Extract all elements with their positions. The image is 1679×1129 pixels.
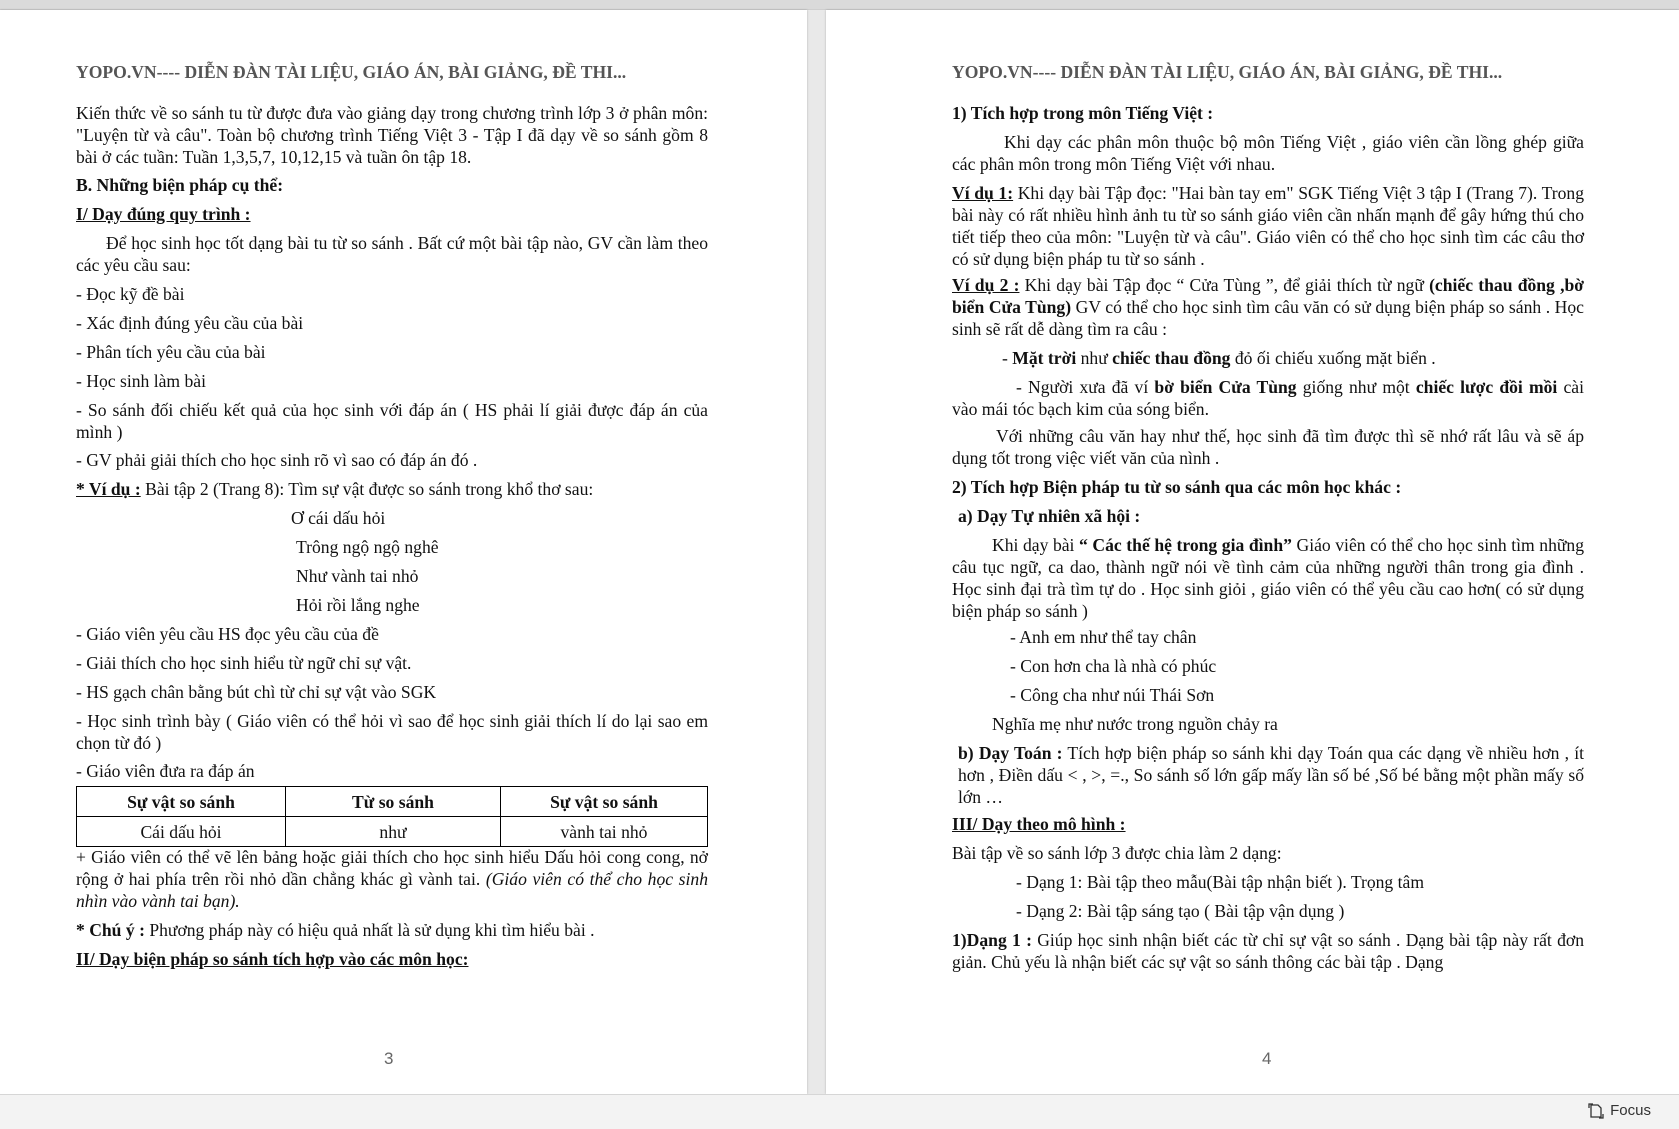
example-2-paragraph	[952, 274, 1584, 340]
type-item: - Dạng 1: Bài tập theo mẫu(Bài tập nhận biết ). Trọng tâm	[1016, 872, 1425, 892]
saying-item: - Anh em như thể tay chân	[1010, 627, 1197, 647]
saying-item: - Công cha như núi Thái Sơn	[1010, 685, 1215, 705]
poem-line: Trông ngộ ngộ nghê	[296, 537, 439, 557]
note-label: * Chú ý :	[76, 920, 145, 940]
paragraph-integration: Khi dạy các phân môn thuộc bộ môn Tiếng Việt , giáo viên cần lồng ghép giữa các phân môn trong môn Tiếng Việt với nhau.	[952, 132, 1584, 174]
poem-line: Ơ cái dấu hỏi	[291, 508, 386, 528]
page-number: 3	[384, 1049, 394, 1068]
example-1-label: Ví dụ 1:	[952, 183, 1014, 203]
poem-line: Như vành tai nhỏ	[296, 566, 419, 586]
heading-2a: a) Dạy Tự nhiên xã hội :	[958, 506, 1141, 526]
table-header-cell: Sự vật so sánh	[501, 787, 708, 817]
example-2-text: Khi dạy bài Tập đọc “ Cửa Tùng ”, để giải thích từ ngữ	[1019, 275, 1430, 295]
math-text: Tích hợp biện pháp so sánh khi dạy Toán qua các dạng về nhiều hơn , ít hơn , Điền dấu < , >, =., So sánh số lớn gấp mấy lần số bé ,Số bé bằng một phần mấy số lớn …	[958, 743, 1584, 807]
paragraph-requirements: Để học sinh học tốt dạng bài tu từ so sánh . Bất cứ một bài tập nào, GV cần làm theo các yêu cầu sau:	[76, 233, 708, 275]
heading-1: 1) Tích hợp trong môn Tiếng Việt :	[952, 103, 1214, 123]
page-3	[0, 10, 807, 1094]
saying-item: Nghĩa mẹ như nước trong nguồn chảy ra	[992, 714, 1278, 734]
instruction-item: - Giải thích cho học sinh hiểu từ ngữ chỉ sự vật.	[76, 653, 412, 673]
page-4	[826, 10, 1679, 1094]
focus-icon	[1588, 1103, 1604, 1119]
paragraph-text: Giáo viên có thể cho học sinh tìm những câu tục ngữ, ca dao, thành ngữ nói về tình cảm của những người thân trong gia đình . Học sinh đại trà tìm tự do . Học sinh giỏi , giáo viên có thể yêu cầu cao hơn( có sử dụng biện pháp so sánh )	[952, 535, 1585, 621]
step-item: - Học sinh làm bài	[76, 371, 206, 391]
type-item: - Dạng 2: Bài tập sáng tạo ( Bài tập vận dụng )	[1016, 901, 1345, 921]
table-header-cell: Sự vật so sánh	[77, 787, 286, 817]
example-label: * Ví dụ :	[76, 479, 141, 499]
math-label: b) Dạy Toán :	[958, 743, 1063, 763]
table-header-cell: Từ so sánh	[286, 787, 501, 817]
top-bar	[0, 0, 1679, 10]
type-1-paragraph	[952, 929, 1584, 973]
example-2-text-cont: GV có thể cho học sinh tìm câu văn có sử dụng biện pháp so sánh . Học sinh sẽ rất dễ dàng tìm ra câu :	[952, 297, 1584, 339]
paragraph-text: Khi dạy bài	[992, 535, 1080, 555]
after-table-paragraph	[76, 846, 708, 912]
quote-line	[1002, 347, 1436, 369]
page-header: YOPO.VN---- DIỄN ĐÀN TÀI LIỆU, GIÁO ÁN, BÀI GIẢNG, ĐỀ THI...	[952, 62, 1503, 82]
math-paragraph	[958, 742, 1584, 808]
page-number: 4	[1262, 1049, 1272, 1068]
step-item: - So sánh đối chiếu kết quả của học sinh với đáp án ( HS phải lí giải được đáp án của mình )	[76, 400, 708, 442]
poem-line: Hỏi rồi lắng nghe	[296, 595, 420, 615]
note-line	[76, 919, 595, 941]
quote-bold: bờ biển Cửa Tùng	[1154, 377, 1297, 397]
table-cell: Cái dấu hỏi	[77, 817, 286, 847]
step-item: - Đọc kỹ đề bài	[76, 284, 185, 304]
instruction-item: - HS gạch chân bằng bút chì từ chỉ sự vật vào SGK	[76, 682, 437, 702]
example-line	[76, 478, 593, 500]
step-item: - Xác định đúng yêu cầu của bài	[76, 313, 304, 333]
paragraph-family	[952, 534, 1584, 622]
quote-bold: chiếc thau đồng	[1112, 348, 1231, 368]
type-1-label: 1)Dạng 1 :	[952, 930, 1032, 950]
status-bar	[0, 1094, 1679, 1129]
example-1-text: Khi dạy bài Tập đọc: "Hai bàn tay em" SGK Tiếng Việt 3 tập I (Trang 7). Trong bài này có rất nhiều hình ảnh tu từ so sánh giáo viên cần nhấn mạnh để gây hứng thú cho tiết tiếp theo của môn: "Luyện từ và câu". Giáo viên có thể cho học sinh tìm các câu thơ có sử dụng biện pháp tu từ so sánh .	[952, 183, 1584, 269]
focus-button[interactable]	[1588, 1102, 1651, 1119]
page-header: YOPO.VN---- DIỄN ĐÀN TÀI LIỆU, GIÁO ÁN, BÀI GIẢNG, ĐỀ THI...	[76, 62, 627, 82]
instruction-item: - Giáo viên đưa ra đáp án	[76, 761, 255, 781]
quote-text: cài vào mái tóc bạch kim của sóng biển.	[952, 377, 1584, 419]
comparison-table	[76, 786, 708, 847]
quote-dash: -	[1002, 348, 1013, 368]
section-b-heading: B. Những biện pháp cụ thể:	[76, 175, 284, 195]
heading-3: III/ Dạy theo mô hình :	[952, 814, 1126, 834]
table-cell: vành tai nhỏ	[501, 817, 708, 847]
paragraph-remember: Với những câu văn hay như thế, học sinh đã tìm được thì sẽ nhớ rất lâu và sẽ áp dụng tốt trong việc viết văn của nình .	[952, 426, 1584, 468]
intro-paragraph: Kiến thức về so sánh tu từ được đưa vào giảng dạy trong chương trình lớp 3 ở phân môn: "Luyện từ và câu". Toàn bộ chương trình Tiếng Việt 3 - Tập I đã dạy về so sánh gồm 8 bài ở các tuần: Tuần 1,3,5,7, 10,12,15 và tuần ôn tập 18.	[76, 103, 708, 167]
table-row	[77, 817, 708, 847]
quote-bold: chiếc lược đồi mồi	[1415, 377, 1558, 397]
example-text: Bài tập 2 (Trang 8): Tìm sự vật được so sánh trong khổ thơ sau:	[140, 479, 594, 499]
instruction-item: - Giáo viên yêu cầu HS đọc yêu cầu của đề	[76, 624, 379, 644]
type-1-text: Giúp học sinh nhận biết các từ chỉ sự vật so sánh . Dạng bài tập này rất đơn giản. Chủ yếu là nhận biết các sự vật so sánh thông các bài tập . Dạng	[952, 930, 1584, 972]
quote-text: - Người xưa đã ví	[1016, 377, 1155, 397]
instruction-item: - Học sinh trình bày ( Giáo viên có thể hỏi vì sao để học sinh giải thích lí do lại sao em chọn từ đó )	[76, 711, 708, 753]
table-cell: như	[286, 817, 501, 847]
saying-item: - Con hơn cha là nhà có phúc	[1010, 656, 1217, 676]
quote-text: như	[1076, 348, 1113, 368]
quote-paragraph	[952, 376, 1584, 420]
heading-2: 2) Tích hợp Biện pháp tu từ so sánh qua các môn học khác :	[952, 477, 1402, 497]
step-item: - GV phải giải thích cho học sinh rõ vì sao có đáp án đó .	[76, 450, 478, 470]
example-1-paragraph	[952, 182, 1584, 270]
note-text: Phương pháp này có hiệu quả nhất là sử dụng khi tìm hiểu bài .	[144, 920, 595, 940]
quote-bold: Mặt trời	[1012, 348, 1077, 368]
quote-text: đỏ ối chiếu xuống mặt biển .	[1230, 348, 1436, 368]
example-2-bold: (chiếc thau đồng ,bờ biển Cửa Tùng)	[952, 275, 1584, 317]
types-intro: Bài tập về so sánh lớp 3 được chia làm 2 dạng:	[952, 843, 1282, 863]
example-2-label: Ví dụ 2 :	[952, 275, 1020, 295]
after-table-text: + Giáo viên có thể vẽ lên bảng hoặc giải thích cho học sinh hiểu Dấu hỏi cong cong, nở rộng ở hai phía trên rồi nhỏ dần chẳng khác gì vành tai.	[76, 847, 708, 889]
table-header-row	[77, 787, 708, 817]
quote-text: giống như một	[1296, 377, 1416, 397]
step-item: - Phân tích yêu cầu của bài	[76, 342, 266, 362]
paragraph-bold: “ Các thế hệ trong gia đình”	[1079, 535, 1292, 555]
after-table-italic: (Giáo viên có thể cho học sinh nhìn vào vành tai bạn).	[76, 869, 708, 911]
section-2-heading: II/ Dạy biện pháp so sánh tích hợp vào các môn học:	[76, 949, 469, 969]
section-1-heading: I/ Dạy đúng quy trình :	[76, 204, 251, 224]
focus-label: Focus	[1610, 1102, 1651, 1119]
